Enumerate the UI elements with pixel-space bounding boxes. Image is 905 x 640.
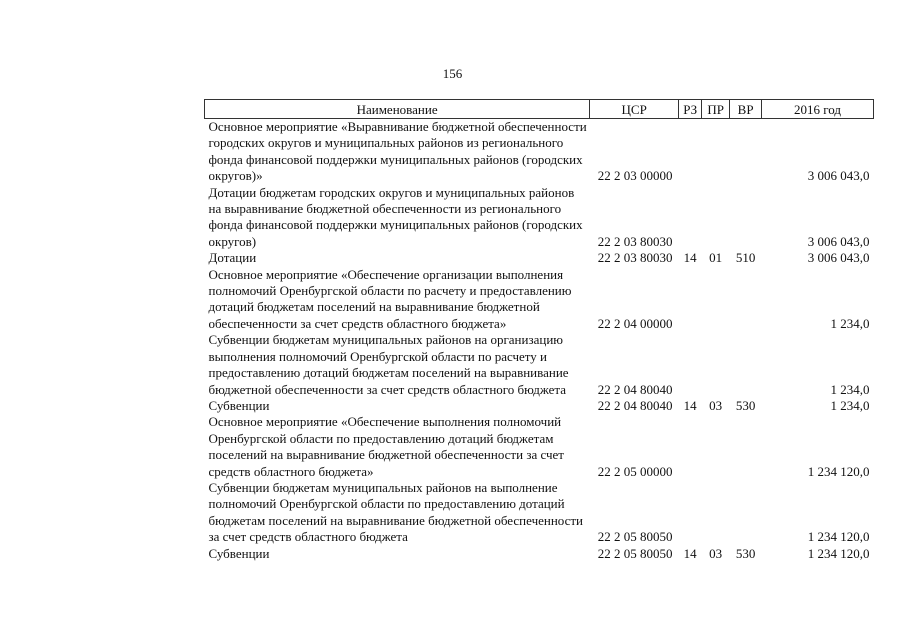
table-row bbox=[205, 185, 874, 251]
table-row bbox=[205, 414, 874, 480]
row-csr: 22 2 04 80040 bbox=[597, 397, 673, 413]
row-pr bbox=[702, 185, 730, 251]
row-rz bbox=[679, 119, 702, 185]
row-name: Субвенции бюджетам муниципальных районов на выполнение полномочий Оренбургской области по предоставлению дотаций бюджетам поселений на выравнивание бюджетной обеспеченности за счет средств областного бюджета bbox=[208, 479, 584, 545]
row-rz bbox=[679, 185, 702, 251]
row-csr: 22 2 03 80030 bbox=[597, 250, 673, 266]
page-number: 156 bbox=[442, 66, 463, 81]
row-pr bbox=[702, 267, 730, 333]
table-row bbox=[205, 332, 874, 398]
table-row bbox=[205, 250, 874, 266]
row-amount: 1 234 120,0 bbox=[807, 529, 870, 545]
row-name: Субвенции bbox=[208, 545, 270, 561]
row-amount: 1 234,0 bbox=[830, 397, 870, 413]
row-pr: 01 bbox=[709, 250, 723, 266]
row-csr: 22 2 04 00000 bbox=[597, 315, 673, 331]
row-name: Субвенции bbox=[208, 397, 270, 413]
table-row bbox=[205, 267, 874, 333]
row-name: Дотации бюджетам городских округов и муниципальных районов на выравнивание бюджетной обеспеченности из регионального фонда финансовой поддержки муниципальных районов (городских округов) bbox=[208, 184, 583, 249]
table-row bbox=[205, 546, 874, 562]
row-name: Субвенции бюджетам муниципальных районов на организацию выполнения полномочий Оренбургской области по расчету и предоставлению дотаций бюджетам поселений на выравнивание бюджетной обеспеченности за счет средств областного бюджета bbox=[208, 332, 569, 397]
row-rz: 14 bbox=[683, 397, 697, 413]
header-csr: ЦСР bbox=[590, 100, 679, 119]
header-year: 2016 год bbox=[762, 100, 874, 119]
row-rz: 14 bbox=[683, 545, 697, 561]
row-csr: 22 2 03 80030 bbox=[597, 233, 673, 249]
row-rz bbox=[679, 414, 702, 480]
row-rz bbox=[679, 480, 702, 546]
row-vr: 530 bbox=[735, 545, 756, 561]
row-vr bbox=[730, 332, 762, 398]
table-row bbox=[205, 119, 874, 185]
header-vr: ВР bbox=[730, 100, 762, 119]
header-pr: ПР bbox=[702, 100, 730, 119]
budget-table bbox=[204, 99, 874, 562]
row-amount: 3 006 043,0 bbox=[807, 233, 870, 249]
row-csr: 22 2 04 80040 bbox=[597, 381, 673, 397]
row-pr bbox=[702, 480, 730, 546]
row-amount: 3 006 043,0 bbox=[807, 168, 870, 184]
row-amount: 1 234,0 bbox=[830, 381, 870, 397]
row-amount: 3 006 043,0 bbox=[807, 250, 870, 266]
row-csr: 22 2 05 80050 bbox=[597, 545, 673, 561]
header-name: Наименование bbox=[205, 100, 590, 119]
row-amount: 1 234,0 bbox=[830, 315, 870, 331]
row-csr: 22 2 05 80050 bbox=[597, 529, 673, 545]
row-vr bbox=[730, 119, 762, 185]
row-amount: 1 234 120,0 bbox=[807, 545, 870, 561]
row-pr: 03 bbox=[709, 545, 723, 561]
row-vr bbox=[730, 185, 762, 251]
row-vr: 510 bbox=[735, 250, 756, 266]
row-pr: 03 bbox=[709, 397, 723, 413]
row-name: Основное мероприятие «Выравнивание бюджетной обеспеченности городских округов и муниципальных районов из регионального фонда финансовой поддержки муниципальных районов (городских округов)» bbox=[208, 119, 587, 184]
row-pr bbox=[702, 119, 730, 185]
row-rz bbox=[679, 267, 702, 333]
row-rz bbox=[679, 332, 702, 398]
row-name: Основное мероприятие «Обеспечение выполнения полномочий Оренбургской области по предоставлению дотаций бюджетам поселений на выравнивание бюджетной обеспеченности за счет средств областного бюджета» bbox=[208, 414, 564, 479]
row-amount: 1 234 120,0 bbox=[807, 463, 870, 479]
header-rz: РЗ bbox=[679, 100, 702, 119]
row-csr: 22 2 05 00000 bbox=[597, 463, 673, 479]
row-vr bbox=[730, 480, 762, 546]
row-rz: 14 bbox=[683, 250, 697, 266]
row-pr bbox=[702, 332, 730, 398]
header-row bbox=[205, 100, 874, 119]
row-name: Дотации bbox=[208, 250, 257, 266]
row-vr bbox=[730, 267, 762, 333]
row-csr: 22 2 03 00000 bbox=[597, 168, 673, 184]
row-pr bbox=[702, 414, 730, 480]
row-vr bbox=[730, 414, 762, 480]
table-row bbox=[205, 480, 874, 546]
row-vr: 530 bbox=[735, 397, 756, 413]
row-name: Основное мероприятие «Обеспечение организации выполнения полномочий Оренбургской области по расчету и предоставлению дотаций бюджетам поселений на выравнивание бюджетной обеспеченности за счет средств областного бюджета» bbox=[208, 266, 572, 331]
table-row bbox=[205, 398, 874, 414]
